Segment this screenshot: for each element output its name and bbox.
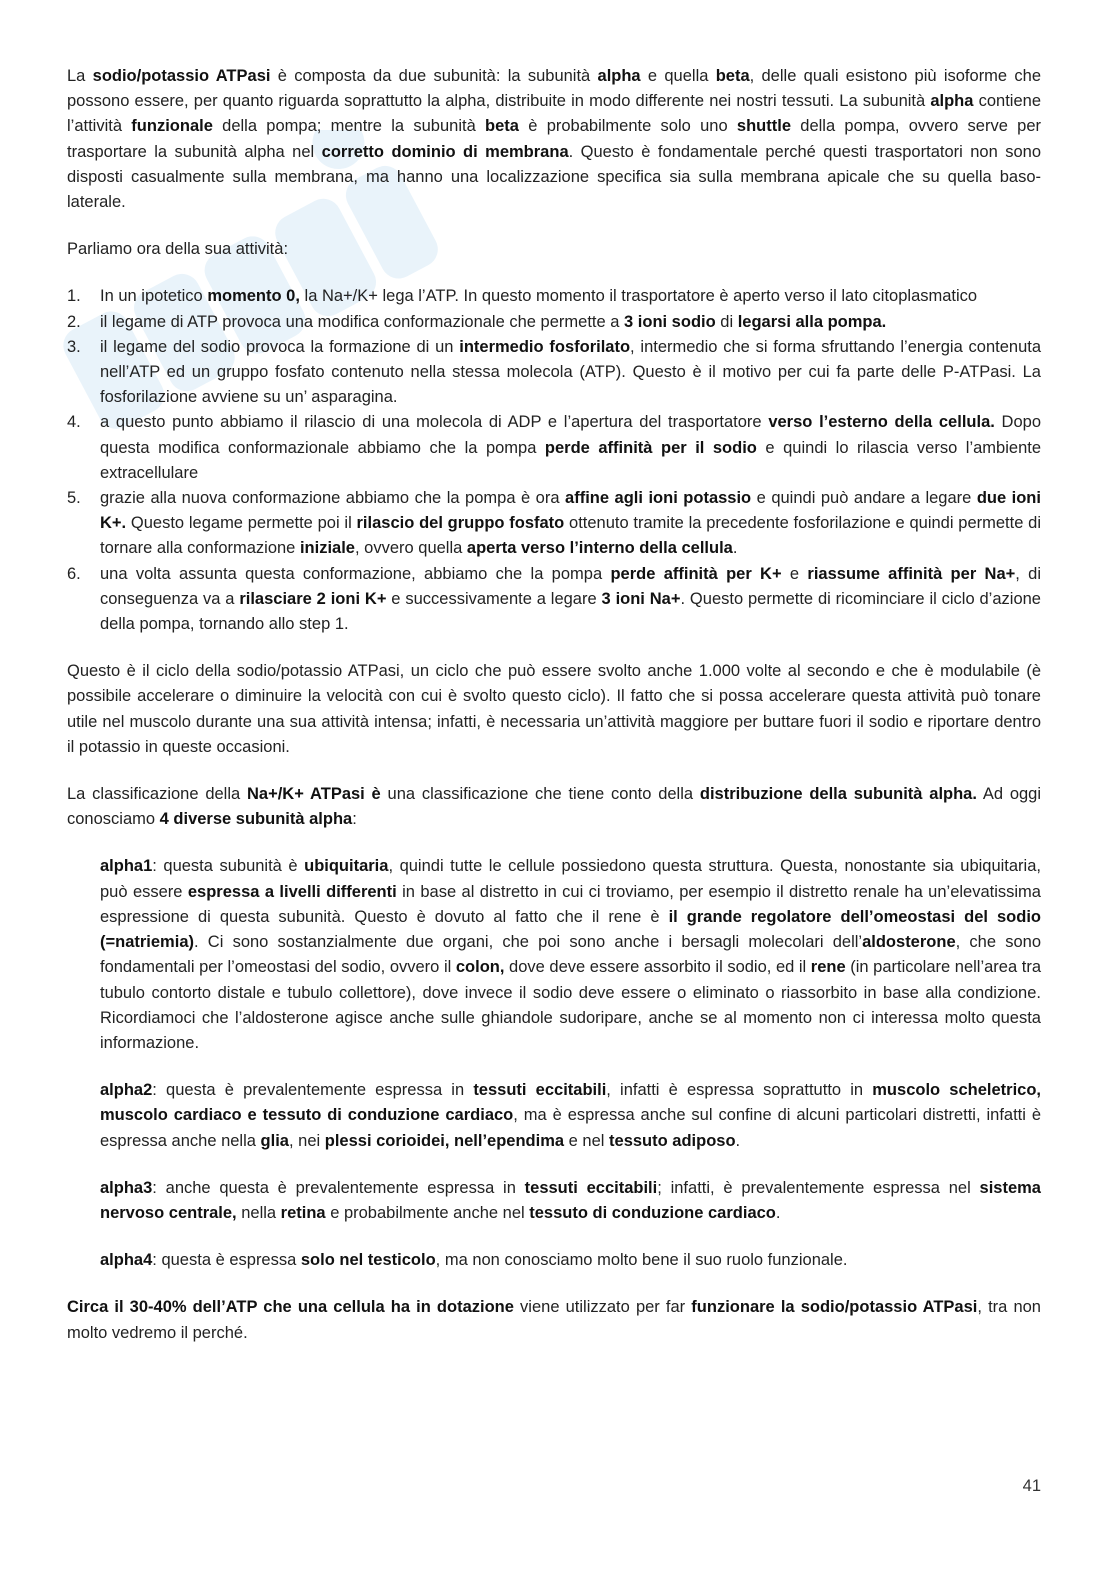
alpha4-paragraph: alpha4: questa è espressa solo nel testicolo, ma non conosciamo molto bene il suo ruolo funzionale. — [100, 1251, 848, 1270]
cycle-paragraph: Questo è il ciclo della sodio/potassio ATPasi, un ciclo che può essere svolto anche 1.000 volte al secondo e che è modulabile (è possibile accelerare o diminuire la velocità con cui è svolto questo ciclo). Il fatto che si possa accelerare questa attività può tonare utile nel muscolo durante una sua attività intensa; infatti, è necessaria un’attività maggiore per buttare fuori il sodio e riportare dentro il potassio in queste occasioni. — [67, 662, 1041, 756]
alpha1-paragraph: alpha1: questa subunità è ubiquitaria, quindi tutte le cellule possiedono questa struttura. Questa, nonostante sia ubiquitaria, può essere espressa a livelli differenti in base al distretto in cui ci troviamo, per esempio il distretto renale ha un’elevatissima espressione di questa subunità. Questo è dovuto al fatto che il rene è il grande regolatore dell’omeostasi del sodio (=natriemia). Ci sono sostanzialmente due organi, che poi sono anche i bersagli molecolari dell’aldosterone, che sono fondamentali per l’omeostasi del sodio, ovvero il colon, dove deve essere assorbito il sodio, ed il rene (in particolare nell’area tra tubulo contorto distale e tubulo collettore), dove invece il sodio deve essere o eliminato o riassorbito in base alla condizione. Ricordiamoci che l’aldosterone agisce anche sulle ghiandole sudoripare, anche se al momento non ci interessa molto questa informazione. — [100, 857, 1041, 1052]
document-page — [67, 64, 1041, 1346]
list-item: 3. il legame del sodio provoca la formazione di un intermedio fosforilato, intermedio che si forma sfruttando l’energia contenuta nell’ATP ed un gruppo fosfato contenuto nella stessa molecola (ATP). Questo è il motivo per cui fa parte delle P-ATPasi. La fosforilazione avviene su un’ asparagina. — [67, 337, 1042, 407]
list-item: 2. il legame di ATP provoca una modifica conformazionale che permette a 3 ioni sodio di legarsi alla pompa. — [67, 312, 887, 331]
alpha2-paragraph: alpha2: questa è prevalentemente espressa in tessuti eccitabili, infatti è espressa soprattutto in muscolo scheletrico, muscolo cardiaco e tessuto di conduzione cardiaco, ma è espressa anche sul confine di alcuni particolari distretti, infatti è espressa anche nella glia, nei plessi corioidei, nell’ependima e nel tessuto adiposo. — [100, 1081, 1042, 1150]
list-item: 5. grazie alla nuova conformazione abbiamo che la pompa è ora affine agli ioni potassio e quindi può andare a legare due ioni K+. Questo legame permette poi il rilascio del gruppo fosfato ottenuto tramite la precedente fosforilazione e quindi permette di tornare alla conformazione iniziale, ovvero quella aperta verso l’interno della cellula. — [67, 489, 1041, 558]
alpha3-paragraph: alpha3: anche questa è prevalentemente espressa in tessuti eccitabili; infatti, è prevalentemente espressa nel sistema nervoso centrale, nella retina e probabilmente anche nel tessuto di conduzione cardiaco. — [100, 1178, 1041, 1222]
list-item: 1. In un ipotetico momento 0, la Na+/K+ lega l’ATP. In questo momento il trasportatore è aperto verso il lato citoplasmatico — [67, 287, 978, 306]
activity-intro: Parliamo ora della sua attività: — [67, 240, 289, 259]
classification-paragraph: La classificazione della Na+/K+ ATPasi è una classificazione che tiene conto della distribuzione della subunità alpha. Ad oggi conosciamo 4 diverse subunità alpha: — [67, 785, 1042, 829]
page-number: 41 — [1022, 1477, 1041, 1495]
intro-paragraph: La sodio/potassio ATPasi è composta da due subunità: la subunità alpha e quella beta, delle quali esistono più isoforme che possono essere, per quanto riguarda soprattutto la alpha, distribuite in modo differente nei nostri tessuti. La subunità alpha contiene l’attività funzionale della pompa; mentre la subunità beta è probabilmente solo uno shuttle della pompa, ovvero serve per trasportare la subunità alpha nel corretto dominio di membrana. Questo è fondamentale perché questi trasportatori non sono disposti casualmente sulla membrana, ma hanno una localizzazione specifica sia sulla membrana apicale che su quella baso-laterale. — [67, 67, 1041, 212]
list-item: 4. a questo punto abbiamo il rilascio di una molecola di ADP e l’apertura del trasportatore verso l’esterno della cellula. Dopo questa modifica conformazionale abbiamo che la pompa perde affinità per il sodio e quindi lo rilascia verso l’ambiente extracellulare — [67, 413, 1042, 482]
steps-list — [67, 284, 1041, 637]
list-item: 6. una volta assunta questa conformazione, abbiamo che la pompa perde affinità per K+ e riassume affinità per Na+, di conseguenza va a rilasciare 2 ioni K+ e successivamente a legare 3 ioni Na+. Questo permette di ricominciare il ciclo d’azione della pompa, tornando allo step 1. — [67, 564, 1041, 634]
closing-paragraph: Circa il 30-40% dell’ATP che una cellula ha in dotazione viene utilizzato per far funzionare la sodio/potassio ATPasi, tra non molto vedremo il perché. — [67, 1298, 1041, 1342]
